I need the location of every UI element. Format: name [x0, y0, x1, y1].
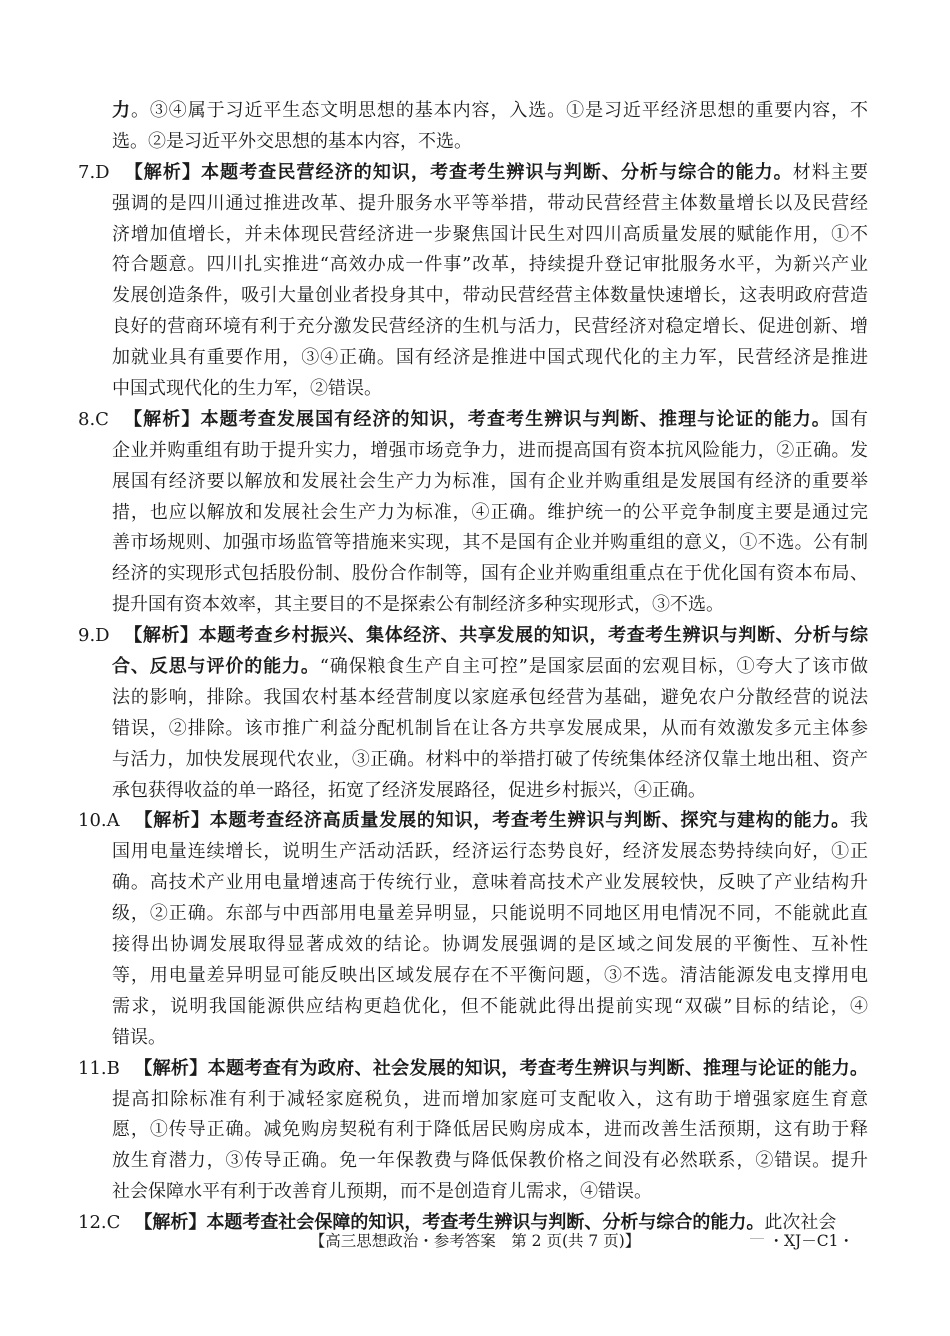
analysis-tag: 【解析】	[134, 1212, 207, 1234]
page-footer	[0, 1226, 950, 1256]
answer-number: 7.D	[78, 161, 110, 183]
footer-code: ・XJ－C1・	[768, 1232, 854, 1250]
analysis-lead-continued: 合、反思与评价的能力。	[112, 656, 320, 678]
text-line	[78, 158, 868, 189]
text-line: 加就业具有重要作用，③④正确。国有经济是推进中国式现代化的主力军，民营经济是推进	[112, 347, 868, 369]
answer-item	[78, 405, 868, 621]
text-fragment: 此次社会	[764, 1212, 837, 1234]
answer-item	[78, 158, 868, 405]
text-line	[78, 96, 868, 127]
text-fragment: 。③④属于习近平生态文明思想的基本内容，入选。①是习近平经济思想的重要内容，不	[130, 100, 869, 121]
answer-number: 11.B	[78, 1057, 120, 1079]
analysis-tag: 【解析】	[133, 1057, 208, 1079]
analysis-tag: 【解析】	[122, 408, 201, 430]
text-line	[78, 652, 868, 683]
text-line: 级，②正确。东部与中西部用电量差异明显，只能说明不同地区用电情况不同，不能就此直	[112, 903, 868, 925]
text-fragment: 我	[850, 810, 869, 832]
text-line: 济增加值增长，并未体现民营经济进一步聚焦国计民生对四川高质量发展的赋能作用，①不	[112, 223, 868, 245]
analysis-lead: 本题考查有为政府、社会发展的知识，考查考生辨识与判断、推理与论证的能力。	[207, 1057, 869, 1079]
answer-number: 8.C	[78, 408, 109, 430]
text-line	[78, 806, 868, 837]
text-line: 承包获得收益的单一路径，拓宽了经济发展路径，促进乡村振兴，④正确。	[112, 779, 706, 801]
text-line: 等，用电量差异明显可能反映出区域发展存在不平衡问题，③不选。清洁能源发电支撑用电	[112, 964, 868, 986]
text-line: 放生育潜力，③传导正确。免一年保教费与降低保教价格之间没有必然联系，②错误。提升	[112, 1150, 868, 1172]
text-fragment: 材料主要	[792, 161, 869, 183]
analysis-tag: 【解析】	[123, 161, 202, 183]
text-line	[78, 621, 868, 652]
text-line: 措，也应以解放和发展社会生产力为标准，④正确。维护统一的公平竞争制度主要是通过完	[112, 501, 868, 523]
footer-dash-mark	[750, 1238, 764, 1239]
text-line: 错误。	[112, 1026, 166, 1048]
text-line	[78, 405, 868, 436]
text-line: 错误，②排除。该市推广利益分配机制旨在让各方共享发展成果，从而有效激发多元主体参	[112, 717, 868, 739]
text-line: 接得出协调发展取得显著成效的结论。协调发展强调的是区域之间发展的平衡性、互补性	[112, 934, 868, 956]
text-line: 展国有经济要以解放和发展社会生产力为标准，国有企业并购重组是发展国有经济的重要举	[112, 470, 868, 492]
text-fragment: 国有	[830, 408, 869, 430]
answer-number: 10.A	[78, 810, 120, 832]
analysis-tag: 【解析】	[123, 625, 199, 647]
answer-items	[78, 158, 868, 1239]
text-line: 提升国有资本效率，其主要目的不是探索公有制经济多种实现形式，③不选。	[112, 594, 724, 616]
bold-text: 力	[112, 100, 131, 121]
text-line: 符合题意。四川扎实推进“高效办成一件事”改革，持续提升登记审批服务水平，为新兴产业	[112, 254, 868, 276]
text-line: 愿，①传导正确。减免购房契税有利于降低居民购房成本，进而改善生活预期，这有助于释	[112, 1119, 868, 1141]
analysis-lead: 本题考查发展国有经济的知识，考查考生辨识与判断、推理与论证的能力。	[200, 408, 831, 430]
carry-over-paragraph	[78, 96, 868, 158]
answer-number: 12.C	[78, 1212, 121, 1234]
text-line	[78, 1054, 868, 1085]
text-line: 社会保障水平有利于改善育儿预期，而不是创造育儿需求，④错误。	[112, 1181, 652, 1203]
text-line: 法的影响，排除。我国农村基本经营制度以家庭承包经营为基础，避免农户分散经营的说法	[112, 686, 868, 708]
text-line: 企业并购重组有助于提升实力，增强市场竞争力，进而提高国有资本抗风险能力，②正确。发	[112, 439, 868, 461]
analysis-lead: 本题考查乡村振兴、集体经济、共享发展的知识，考查考生辨识与判断、分析与综	[198, 625, 869, 647]
analysis-tag: 【解析】	[133, 810, 210, 832]
text-line: 确。高技术产业用电量增速高于传统行业，意味着高技术产业发展较快，反映了产业结构升	[112, 872, 868, 894]
answer-item	[78, 621, 868, 806]
text-line: 中国式现代化的生力军，②错误。	[112, 378, 382, 400]
document-body	[78, 96, 868, 1239]
text-line: 强调的是四川通过推进改革、提升服务水平等举措，带动民营经营主体数量增长以及民营经	[112, 192, 868, 214]
answer-item	[78, 1054, 868, 1208]
text-line: 善市场规则、加强市场监管等措施来实现，其不是国有企业并购重组的意义，①不选。公有制	[112, 532, 868, 554]
text-line: 需求，说明我国能源供应结构更趋优化，但不能就此得出提前实现“双碳”目标的结论，④	[112, 995, 868, 1017]
answer-item	[78, 806, 868, 1053]
text-line: 与活力，加快发展现代农业，③正确。材料中的举措打破了传统集体经济仅靠土地出租、资产	[112, 748, 868, 770]
text-line: 选。②是习近平外交思想的基本内容，不选。	[112, 130, 472, 152]
text-line: 发展创造条件，吸引大量创业者投身其中，带动民营经营主体数量快速增长，这表明政府营造	[112, 285, 868, 307]
text-line: 经济的实现形式包括股份制、股份合作制等，国有企业并购重组重点在于优化国有资本布局、	[112, 563, 868, 585]
text-line: 国用电量连续增长，说明生产活动活跃，经济运行态势良好，经济发展态势持续向好，①正	[112, 841, 868, 863]
text-line: 提高扣除标准有利于减轻家庭税负，进而增加家庭可支配收入，这有助于增强家庭生育意	[112, 1088, 868, 1110]
analysis-lead: 本题考查社会保障的知识，考查考生辨识与判断、分析与综合的能力。	[206, 1212, 765, 1234]
answer-number: 9.D	[78, 625, 110, 647]
analysis-lead: 本题考查经济高质量发展的知识，考查考生辨识与判断、探究与建构的能力。	[209, 810, 851, 832]
analysis-lead: 本题考查民营经济的知识，考查考生辨识与判断、分析与综合的能力。	[201, 161, 793, 183]
text-fragment: “确保粮食生产自主可控”是国家层面的宏观目标，①夸大了该市做	[319, 656, 869, 678]
footer-page-info: 【高三思想政治・参考答案 第 2 页(共 7 页)】	[309, 1232, 641, 1250]
text-line: 良好的营商环境有利于充分激发民营经济的生机与活力，民营经济对稳定增长、促进创新、增	[112, 316, 868, 338]
